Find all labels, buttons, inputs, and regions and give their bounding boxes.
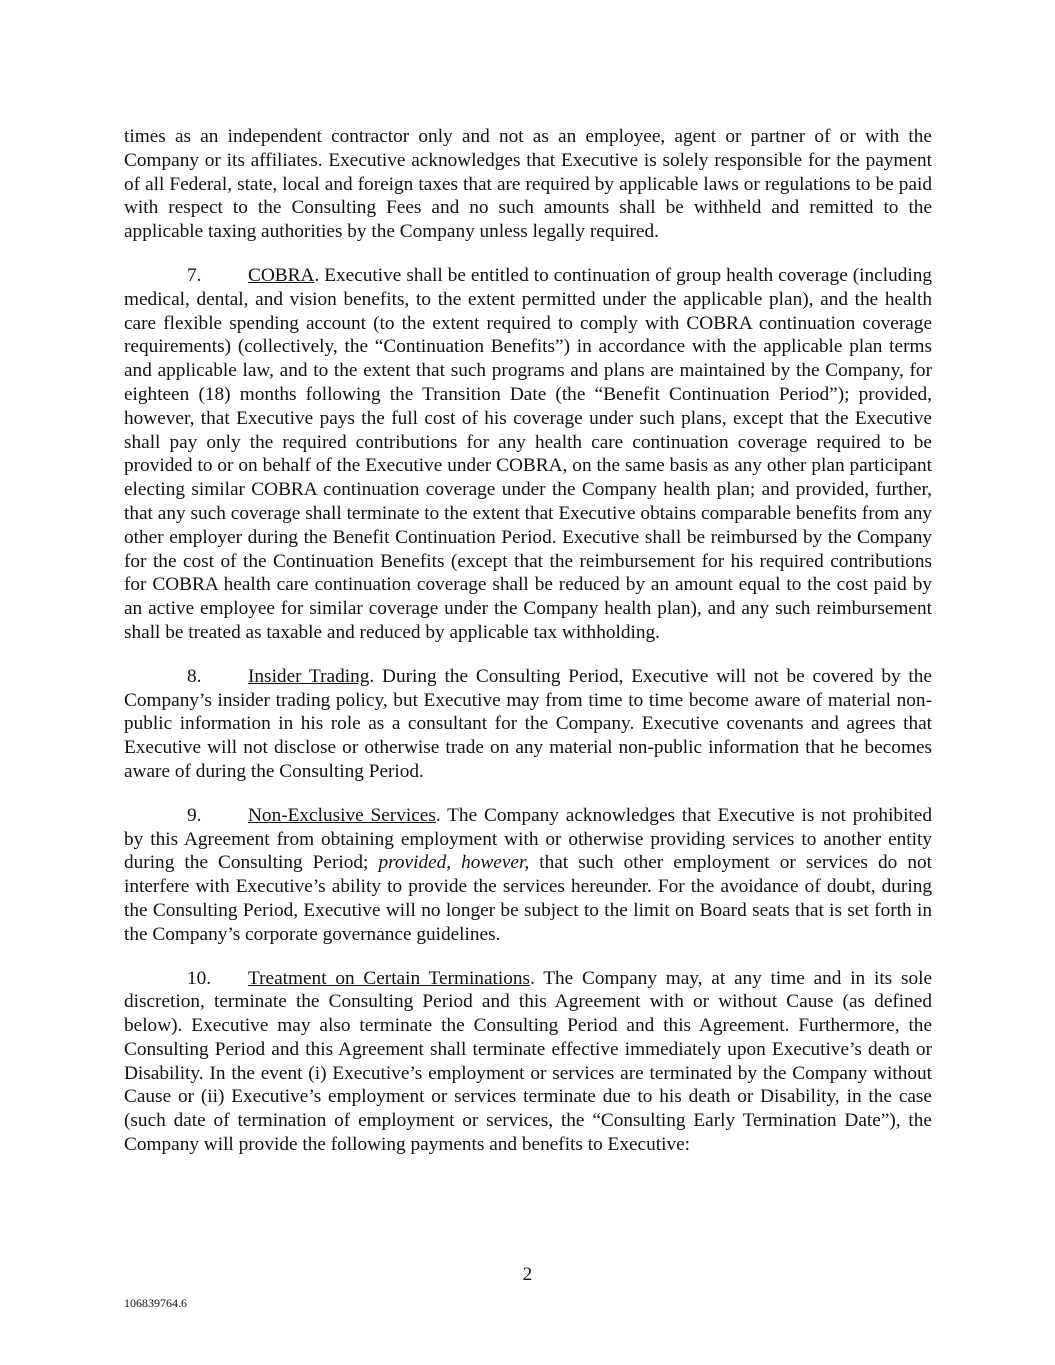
page-number: 2 bbox=[522, 1264, 533, 1285]
section-9-body-italic: provided, however, bbox=[378, 852, 530, 874]
section-8-paragraph bbox=[124, 665, 932, 784]
section-8-heading: Insider Trading bbox=[248, 665, 370, 687]
section-8-number: 8. bbox=[187, 665, 202, 687]
section-10-number: 10. bbox=[187, 967, 212, 989]
section-10-paragraph bbox=[124, 967, 932, 1157]
document-page bbox=[124, 125, 932, 1177]
intro-text: times as an independent contractor only and not as an employee, agent or partner of or with the Company or its affiliates. Executive acknowledges that Executive is solely responsible for the payment of all Federal, state, local and foreign taxes that are required by applicable laws or regulations to be paid with respect to the Consulting Fees and no such amounts shall be withheld and remitted to the applicable taxing authorities by the Company unless legally required. bbox=[124, 126, 932, 243]
section-10-body: . The Company may, at any time and in its sole discretion, terminate the Consulting Period and this Agreement with or without Cause (as defined below). Executive may also terminate the Consulting Period and this Agreement. Furthermore, the Consulting Period and this Agreement shall terminate effective immediately upon Executive’s death or Disability. In the event (i) Executive’s employment or services are terminated by the Company without Cause or (ii) Executive’s employment or services terminate due to his death or Disability, in the case (such date of termination of employment or services, the “Consulting Early Termination Date”), the Company will provide the following payments and benefits to Executive: bbox=[124, 967, 933, 1156]
section-7-paragraph bbox=[124, 264, 932, 645]
section-9-body-after: that such other employment or services do not interfere with Executive’s ability to provide the services hereunder. For the avoidance of doubt, during the Consulting Period, Executive will no longer be subject to the limit on Board seats that is set forth in the Company’s corporate governance guidelines. bbox=[124, 852, 932, 945]
section-7-heading: COBRA bbox=[248, 264, 315, 286]
section-8-body: . During the Consulting Period, Executive will not be covered by the Company’s insider trading policy, but Executive may from time to time become aware of material non-public information in his role as a consultant for the Company. Executive covenants and agrees that Executive will not disclose or otherwise trade on any material non-public information that he becomes aware of during the Consulting Period. bbox=[124, 665, 932, 782]
section-9-paragraph bbox=[124, 804, 932, 947]
section-7-number: 7. bbox=[187, 264, 202, 286]
section-9-body-before: . The Company acknowledges that Executive is not prohibited by this Agreement from obtaining employment with or otherwise providing services to another entity during the Consulting Period; bbox=[124, 804, 932, 874]
intro-paragraph bbox=[124, 125, 932, 244]
section-10-heading: Treatment on Certain Terminations bbox=[248, 967, 530, 989]
section-9-heading: Non-Exclusive Services bbox=[248, 804, 436, 826]
section-9-number: 9. bbox=[187, 804, 202, 826]
document-id: 106839764.6 bbox=[124, 1296, 187, 1310]
section-7-body: . Executive shall be entitled to continuation of group health coverage (including medical, dental, and vision benefits, to the extent permitted under the applicable plan), and the health care flexible spending account (to the extent required to comply with COBRA continuation coverage requirements) (collectively, the “Continuation Benefits”) in accordance with the applicable plan terms and applicable law, and to the extent that such programs and plans are maintained by the Company, for eighteen (18) months following the Transition Date (the “Benefit Continuation Period”); provided, however, that Executive pays the full cost of his coverage under such plans, except that the Executive shall pay only the required contributions for any health care continuation coverage required to be provided to or on behalf of the Executive under COBRA, on the same basis as any other plan participant electing similar COBRA continuation coverage under the Company health plan; and provided, further, that any such coverage shall terminate to the extent that Executive obtains comparable benefits from any other employer during the Benefit Continuation Period. Executive shall be reimbursed by the Company for the cost of the Continuation Benefits (except that the reimbursement for his required contributions for COBRA health care continuation coverage shall be reduced by an amount equal to the cost paid by an active employee for similar coverage under the Company health plan), and any such reimbursement shall be treated as taxable and reduced by applicable tax withholding. bbox=[124, 264, 932, 643]
